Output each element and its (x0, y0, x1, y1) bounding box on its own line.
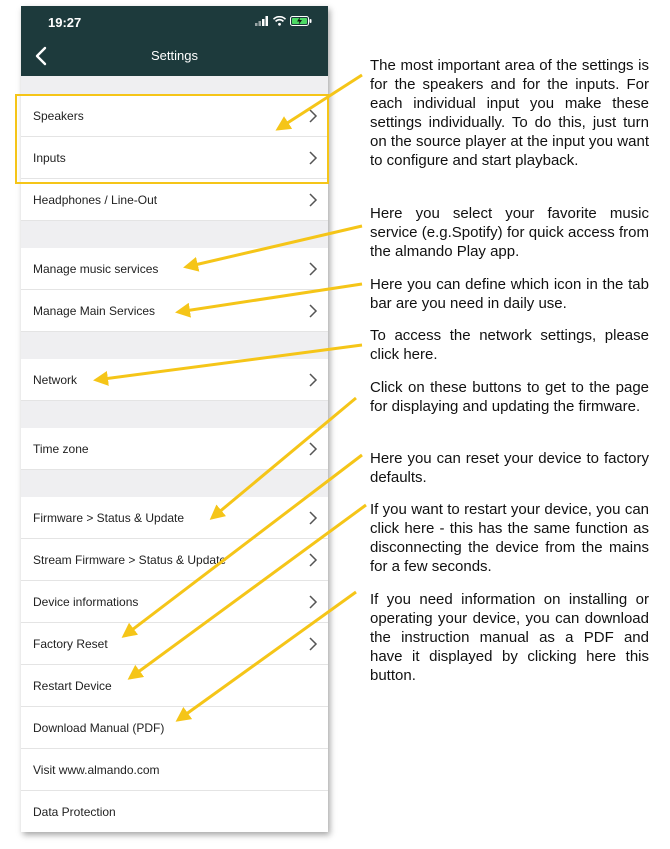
settings-list (21, 76, 328, 832)
row-label: Time zone (33, 442, 89, 456)
row-restart-device[interactable] (21, 665, 328, 707)
row-visit-website[interactable] (21, 749, 328, 791)
chevron-right-icon (308, 108, 318, 124)
row-firmware-status-update[interactable] (21, 497, 328, 539)
row-label: Restart Device (33, 679, 112, 693)
page-title: Settings (151, 48, 198, 63)
row-network[interactable] (21, 359, 328, 401)
chevron-right-icon (308, 192, 318, 208)
row-label: Speakers (33, 109, 84, 123)
row-time-zone[interactable] (21, 428, 328, 470)
row-manage-music-services[interactable] (21, 248, 328, 290)
row-label: Factory Reset (33, 637, 108, 651)
note-restart: If you want to restart your device, you can click here - this has the same function as disconnecting the device from the mains for a few seconds. (370, 501, 649, 575)
row-download-manual[interactable] (21, 707, 328, 749)
nav-bar (21, 36, 328, 76)
note-main-services: Here you can define which icon in the tab bar are you need in daily use. (370, 276, 649, 312)
row-label: Stream Firmware > Status & Update (33, 553, 227, 567)
chevron-right-icon (308, 150, 318, 166)
note-download-manual: If you need information on installing or operating your device, you can download the instruction manual as a PDF and have it displayed by clicking here this button. (370, 591, 649, 684)
wifi-icon (273, 16, 286, 26)
status-time: 19:27 (48, 15, 82, 30)
section-gap (21, 221, 328, 248)
chevron-right-icon (308, 510, 318, 526)
row-label: Headphones / Line-Out (33, 193, 158, 207)
row-label: Manage Main Services (33, 304, 156, 318)
note-network: To access the network settings, please click here. (370, 327, 649, 363)
row-data-protection[interactable] (21, 791, 328, 832)
note-firmware: Click on these buttons to get to the page for displaying and updating the firmware. (370, 379, 649, 415)
chevron-right-icon (308, 594, 318, 610)
row-device-informations[interactable] (21, 581, 328, 623)
note-factory-reset: Here you can reset your device to factory defaults. (370, 450, 649, 486)
phone-screen (21, 6, 328, 832)
row-label: Network (33, 373, 78, 387)
chevron-right-icon (308, 372, 318, 388)
section-gap (21, 76, 328, 95)
row-label: Download Manual (PDF) (33, 721, 165, 735)
note-speakers-inputs: The most important area of the settings is for the speakers and for the inputs. For each individual input you make these settings individually. To do this, just turn on the source player at the input you want to configure and start playback. (370, 57, 649, 169)
row-label: Data Protection (33, 805, 116, 819)
chevron-right-icon (308, 441, 318, 457)
battery-charging-icon (290, 16, 312, 26)
chevron-right-icon (308, 636, 318, 652)
status-icons (255, 16, 312, 26)
chevron-right-icon (308, 261, 318, 277)
section-gap (21, 470, 328, 497)
row-factory-reset[interactable] (21, 623, 328, 665)
row-stream-firmware-status-update[interactable] (21, 539, 328, 581)
chevron-right-icon (308, 552, 318, 568)
row-inputs[interactable] (21, 137, 328, 179)
signal-icon (255, 16, 269, 26)
row-label: Device informations (33, 595, 139, 609)
row-headphones-line-out[interactable] (21, 179, 328, 221)
row-label: Firmware > Status & Update (33, 511, 185, 525)
chevron-right-icon (308, 303, 318, 319)
note-music-services: Here you select your favorite music service (e.g.Spotify) for quick access from the almando Play app. (370, 205, 649, 260)
row-label: Inputs (33, 151, 66, 165)
row-label: Manage music services (33, 262, 159, 276)
row-manage-main-services[interactable] (21, 290, 328, 332)
section-gap (21, 332, 328, 359)
section-gap (21, 401, 328, 428)
row-speakers[interactable] (21, 95, 328, 137)
status-bar (21, 6, 328, 36)
row-label: Visit www.almando.com (33, 763, 160, 777)
